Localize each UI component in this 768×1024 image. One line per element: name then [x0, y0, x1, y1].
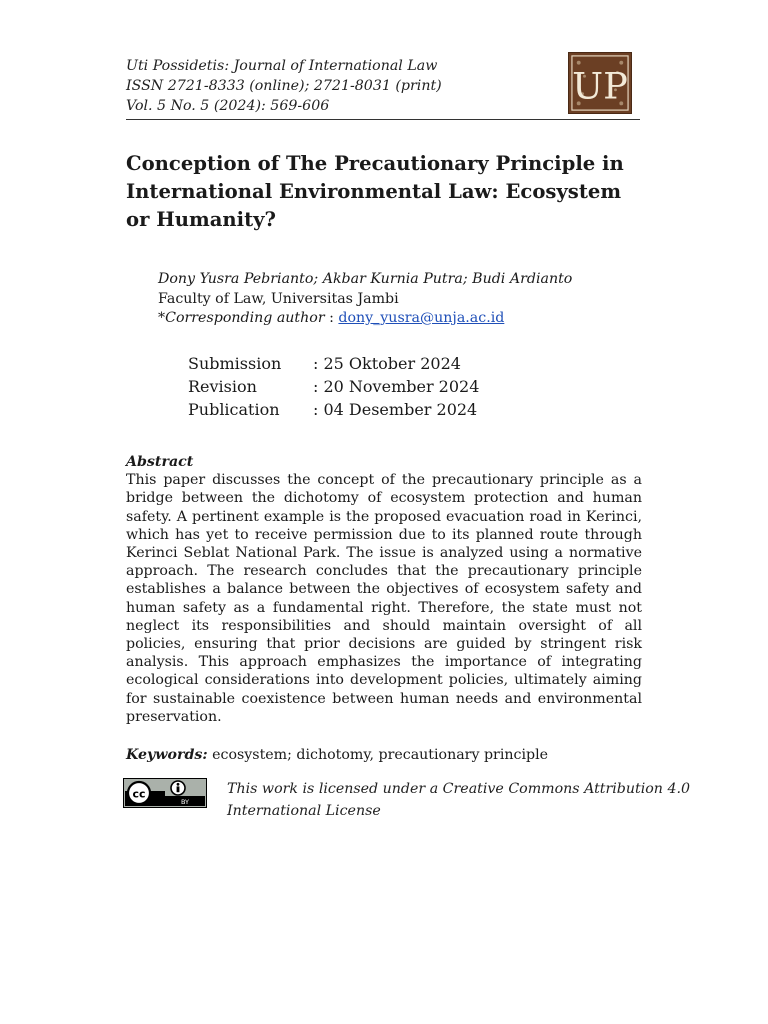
- keywords-label: Keywords:: [126, 747, 208, 763]
- date-value: : 25 Oktober 2024: [313, 354, 461, 373]
- author-block: [158, 270, 628, 329]
- license-text: This work is licensed under a Creative Commons Attribution 4.0 International License: [227, 781, 691, 819]
- date-label: Revision: [188, 377, 257, 396]
- date-row-publication: [188, 398, 479, 421]
- journal-logo: [568, 52, 632, 114]
- corresponding-label: *Corresponding author: [158, 310, 325, 326]
- journal-volume: Vol. 5 No. 5 (2024): 569-606: [126, 98, 330, 114]
- cc-by-badge[interactable]: [123, 778, 207, 808]
- submission-dates: [188, 352, 479, 421]
- abstract-section: [126, 453, 642, 726]
- keywords-line: [126, 745, 642, 765]
- by-text: BY: [180, 798, 190, 806]
- cc-text: cc: [132, 787, 146, 801]
- date-label: Submission: [188, 354, 282, 373]
- journal-name: Uti Possidetis: Journal of International Law: [126, 58, 438, 74]
- keywords-value: ecosystem; dichotomy, precautionary principle: [207, 747, 549, 763]
- date-label: Publication: [188, 400, 280, 419]
- date-value: : 20 November 2024: [313, 377, 480, 396]
- logo-letters: UP: [572, 64, 628, 108]
- journal-issn: ISSN 2721-8333 (online); 2721-8031 (print): [126, 78, 442, 94]
- date-row-submission: [188, 352, 479, 375]
- header-divider: [126, 119, 640, 120]
- date-row-revision: [188, 375, 479, 398]
- cc-by-icon: [123, 778, 207, 808]
- journal-logo-graphic: [569, 53, 631, 113]
- abstract-heading: Abstract: [126, 454, 194, 470]
- author-affiliation: Faculty of Law, Universitas Jambi: [158, 290, 399, 307]
- date-value: : 04 Desember 2024: [313, 400, 478, 419]
- corresponding-author: [158, 309, 628, 329]
- author-names: Dony Yusra Pebrianto; Akbar Kurnia Putra; Budi Ardianto: [158, 271, 573, 287]
- corresponding-email-link[interactable]: dony_yusra@unja.ac.id: [338, 310, 505, 326]
- abstract-text: This paper discusses the concept of the precautionary principle as a bridge between the dichotomy of ecosystem protection and human safety. A pertinent example is the proposed evacuation road in Kerinci, which has yet to receive permission due to its planned route through Kerinci Seblat National Park. The issue is analyzed using a normative approach. The research concludes that the precautionary principle establishes a balance between the objectives of ecosystem safety and human safety as a fundamental right. Therefore, the state must not neglect its responsibilities and should maintain oversight of all policies, ensuring that prior decisions are guided by stringent risk analysis. This approach emphasizes the importance of integrating ecological considerations into development policies, ultimately aiming for sustainable coexistence between human needs and environmental preservation.: [126, 472, 642, 725]
- corresponding-separator: :: [324, 310, 339, 326]
- paper-title: Conception of The Precautionary Principle in International Environmental Law: Ecosystem or Humanity?: [126, 152, 624, 231]
